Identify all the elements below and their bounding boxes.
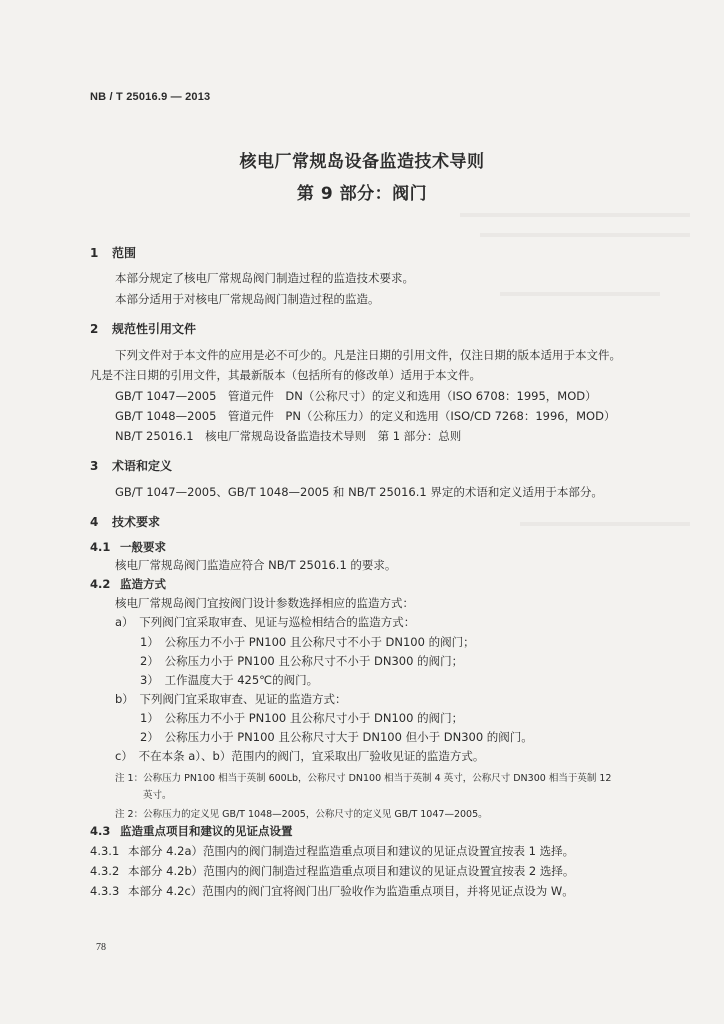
list-item-a: a） 下列阀门宜采取审查、见证与巡检相结合的监造方式： [115, 615, 416, 629]
section-4-1-paragraph: 核电厂常规岛阀门监造应符合 NB/T 25016.1 的要求。 [115, 558, 397, 572]
section-2-intro-line-2: 凡是不注日期的引用文件，其最新版本（包括所有的修改单）适用于本文件。 [90, 368, 481, 382]
bleed-through-mark [480, 233, 690, 237]
section-4-3-heading: 4.3 监造重点项目和建议的见证点设置 [90, 824, 293, 838]
section-1-paragraph-1: 本部分规定了核电厂常规岛阀门制造过程的监造技术要求。 [115, 271, 414, 285]
document-title: 核电厂常规岛设备监造技术导则 [239, 152, 485, 172]
reference-3: NB/T 25016.1 核电厂常规岛设备监造技术导则 第 1 部分：总则 [115, 429, 462, 443]
note-2: 注 2：公称压力的定义见 GB/T 1048—2005，公称尺寸的定义见 GB/T 1047—2005。 [115, 809, 488, 820]
section-1-paragraph-2: 本部分适用于对核电厂常规岛阀门制造过程的监造。 [115, 292, 380, 306]
bleed-through-mark [460, 213, 690, 217]
section-3-heading: 3 术语和定义 [90, 459, 173, 473]
clause-4-3-3: 4.3.3 本部分 4.2c）范围内的阀门宜将阀门出厂验收作为监造重点项目，并将见证点设为 W。 [90, 884, 574, 898]
note-1-line-2: 英寸。 [143, 790, 172, 801]
section-4-2-paragraph: 核电厂常规岛阀门宜按阀门设计参数选择相应的监造方式： [115, 596, 414, 610]
reference-1: GB/T 1047—2005 管道元件 DN（公称尺寸）的定义和选用（ISO 6708：1995，MOD） [115, 389, 597, 403]
list-item-a-2: 2） 公称压力小于 PN100 且公称尺寸不小于 DN300 的阀门； [140, 654, 464, 668]
section-2-heading: 2 规范性引用文件 [90, 322, 197, 336]
list-item-c: c） 不在本条 a）、b）范围内的阀门，宜采取出厂验收见证的监造方式。 [115, 749, 485, 763]
clause-4-3-2: 4.3.2 本部分 4.2b）范围内的阀门制造过程监造重点项目和建议的见证点设置宜按表 2 选择。 [90, 864, 575, 878]
section-4-2-heading: 4.2 监造方式 [90, 577, 166, 591]
list-item-b-2: 2） 公称压力小于 PN100 且公称尺寸大于 DN100 但小于 DN300 的阀门。 [140, 730, 533, 744]
section-3-paragraph: GB/T 1047—2005、GB/T 1048—2005 和 NB/T 25016.1 界定的术语和定义适用于本部分。 [115, 485, 603, 499]
list-item-b-1: 1） 公称压力不小于 PN100 且公称尺寸小于 DN100 的阀门； [140, 711, 464, 725]
list-item-a-3: 3） 工作温度大于 425℃的阀门。 [140, 673, 319, 687]
section-4-1-heading: 4.1 一般要求 [90, 540, 166, 554]
bleed-through-mark [520, 522, 690, 526]
bleed-through-mark [500, 292, 660, 296]
clause-4-3-1: 4.3.1 本部分 4.2a）范围内的阀门制造过程监造重点项目和建议的见证点设置宜按表 1 选择。 [90, 844, 575, 858]
section-2-intro-line-1: 下列文件对于本文件的应用是必不可少的。凡是注日期的引用文件，仅注日期的版本适用于本文件。 [115, 348, 621, 362]
reference-2: GB/T 1048—2005 管道元件 PN（公称压力）的定义和选用（ISO/CD 7268：1996，MOD） [115, 409, 616, 423]
section-4-heading: 4 技术要求 [90, 515, 161, 529]
document-subtitle: 第 9 部分：阀门 [296, 184, 428, 204]
list-item-a-1: 1） 公称压力不小于 PN100 且公称尺寸不小于 DN100 的阀门； [140, 635, 475, 649]
page-number: 78 [96, 942, 106, 953]
note-1-line-1: 注 1：公称压力 PN100 相当于英制 600Lb，公称尺寸 DN100 相当于英制 4 英寸，公称尺寸 DN300 相当于英制 12 [115, 773, 612, 784]
standard-number: NB / T 25016.9 — 2013 [90, 91, 211, 103]
list-item-b: b） 下列阀门宜采取审查、见证的监造方式： [115, 692, 347, 706]
section-1-heading: 1 范围 [90, 246, 137, 260]
